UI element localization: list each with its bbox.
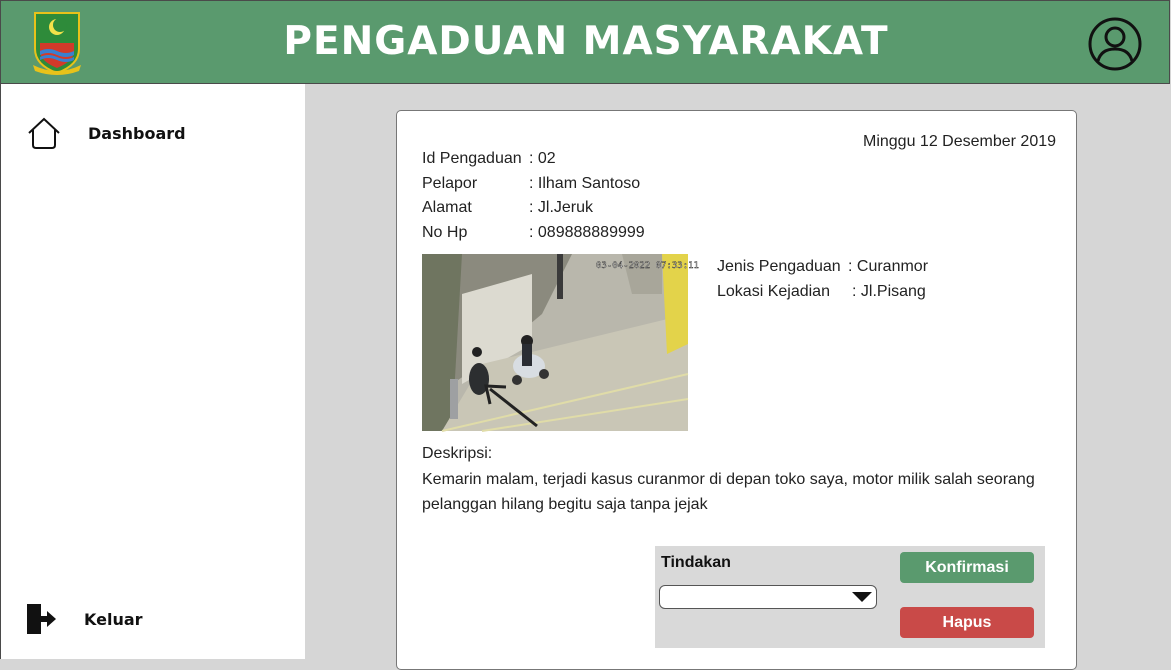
reporter-label: Pelapor xyxy=(422,175,478,192)
description-text: Kemarin malam, terjadi kasus curanmor di depan toko saya, motor milik salah seorang pelanggan hilang begitu saja tanpa jejak xyxy=(422,471,1035,513)
complaint-type-label: Jenis Pengaduan xyxy=(717,258,841,275)
sidebar xyxy=(0,84,305,659)
location-value: : Jl.Pisang xyxy=(852,283,926,300)
complaint-date: Minggu 12 Desember 2019 xyxy=(863,133,1057,150)
action-panel xyxy=(655,546,1045,648)
complaint-type-value: : Curanmor xyxy=(848,258,929,275)
page-title: PENGADUAN MASYARAKAT xyxy=(283,19,889,64)
complaint-id-value: : 02 xyxy=(529,150,556,167)
evidence-photo xyxy=(422,254,699,431)
action-select-label: Tindakan xyxy=(661,554,731,571)
phone-value: : 089888889999 xyxy=(529,224,645,241)
sidebar-item-dashboard[interactable] xyxy=(26,116,186,150)
description-label: Deskripsi: xyxy=(422,445,493,462)
reporter-value: : Ilham Santoso xyxy=(529,175,641,192)
chevron-down-icon xyxy=(852,592,872,602)
action-select[interactable] xyxy=(659,585,877,609)
location-label: Lokasi Kejadian xyxy=(717,283,830,300)
logout-icon xyxy=(25,602,59,636)
complaint-id-label: Id Pengaduan xyxy=(422,150,522,167)
header-bar xyxy=(0,0,1170,84)
confirm-button[interactable]: Konfirmasi xyxy=(900,552,1034,583)
sidebar-item-keluar[interactable] xyxy=(25,602,143,636)
delete-button[interactable]: Hapus xyxy=(900,607,1034,638)
home-icon xyxy=(26,116,62,150)
sidebar-item-label: Keluar xyxy=(84,609,143,629)
address-label: Alamat xyxy=(422,199,472,216)
photo-timestamp: 03-04-2022 07:33:11 xyxy=(596,261,699,271)
complaint-detail-card xyxy=(396,110,1077,670)
phone-label: No Hp xyxy=(422,224,468,241)
address-value: : Jl.Jeruk xyxy=(529,199,594,216)
user-account-icon[interactable] xyxy=(1087,16,1143,72)
sidebar-item-label: Dashboard xyxy=(88,123,186,143)
